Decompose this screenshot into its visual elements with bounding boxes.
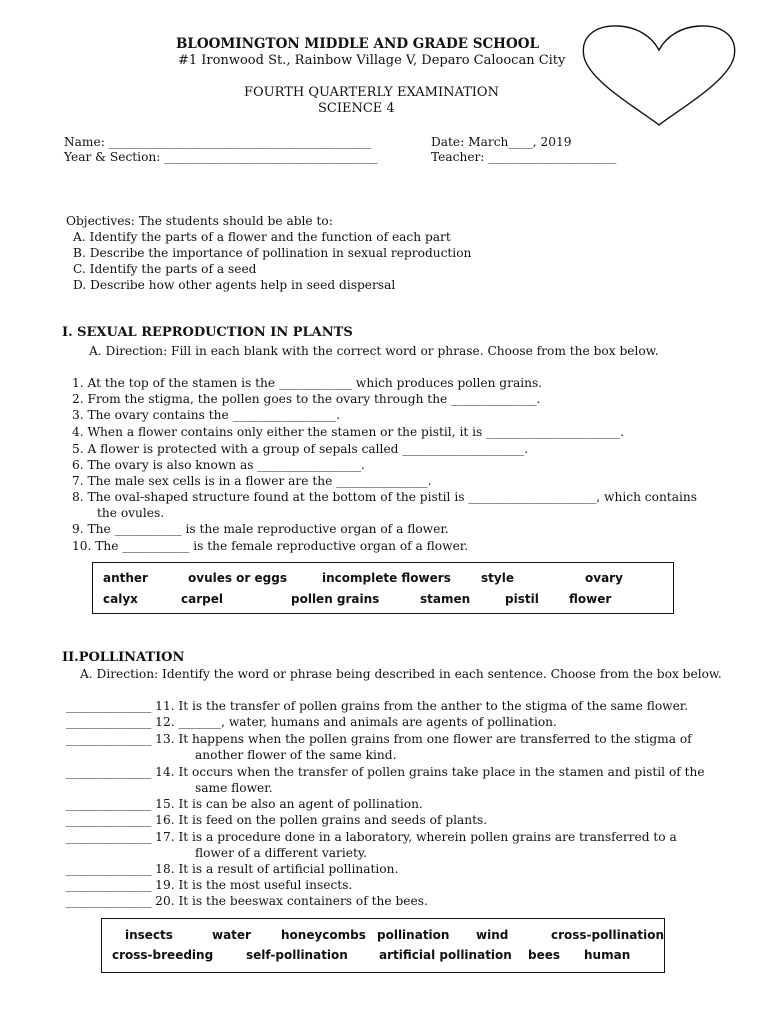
question-item: 3. The ovary contains the _________________. (72, 408, 340, 422)
question-item: 1. At the top of the stamen is the ____________ which produces pollen grains. (72, 376, 543, 390)
word-choice: stamen (420, 592, 471, 606)
exam-title: FOURTH QUARTERLY EXAMINATION (244, 85, 499, 100)
word-choice: style (481, 571, 514, 585)
date-field[interactable]: Date: March____, 2019 (431, 135, 572, 149)
word-choice: cross-breeding (112, 948, 214, 962)
question-item: 6. The ovary is also known as _________________. (72, 458, 365, 472)
school-name: BLOOMINGTON MIDDLE AND GRADE SCHOOL (176, 36, 539, 52)
question-item: 7. The male sex cells is in a flower are the _______________. (72, 474, 432, 488)
school-address: #1 Ironwood St., Rainbow Village V, Deparo Caloocan City (178, 53, 566, 68)
question-item: 4. When a flower contains only either the stamen or the pistil, it is ______________________. (72, 425, 625, 439)
question-item: ______________ 18. It is a result of artificial pollination. (66, 862, 399, 876)
word-choice: calyx (103, 592, 138, 606)
question-item-continuation: flower of a different variety. (195, 846, 368, 860)
word-choice: insects (125, 928, 173, 942)
question-item: 2. From the stigma, the pollen goes to the ovary through the ______________. (72, 392, 541, 406)
word-choice: pollination (377, 928, 450, 942)
question-item: ______________ 15. It is can be also an agent of pollination. (66, 797, 423, 811)
word-choice: incomplete flowers (322, 571, 451, 585)
word-choice: carpel (181, 592, 223, 606)
word-choice: honeycombs (281, 928, 366, 942)
word-box-1 (92, 562, 674, 614)
section-2-title: II.POLLINATION (62, 650, 185, 665)
section-2-direction: A. Direction: Identify the word or phrase being described in each sentence. Choose from the box below. (80, 667, 722, 681)
word-box-2 (101, 918, 665, 973)
question-item: ______________ 19. It is the most useful insects. (66, 878, 353, 892)
word-choice: artificial pollination (379, 948, 512, 962)
question-item: ______________ 14. It occurs when the transfer of pollen grains take place in the stamen and pistil of the (66, 765, 705, 779)
word-choice: bees (528, 948, 561, 962)
question-item-continuation: the ovules. (97, 506, 165, 520)
question-item: 10. The ___________ is the female reproductive organ of a flower. (72, 539, 469, 553)
teacher-field[interactable]: Teacher: _____________________ (431, 150, 617, 164)
word-choice: human (584, 948, 631, 962)
word-choice: self-pollination (246, 948, 348, 962)
question-item-continuation: same flower. (195, 781, 273, 795)
word-choice: anther (103, 571, 148, 585)
word-choice: flower (569, 592, 612, 606)
objective-item: A. Identify the parts of a flower and the function of each part (73, 230, 451, 244)
question-item: ______________ 20. It is the beeswax containers of the bees. (66, 894, 428, 908)
year-section-field[interactable]: Year & Section: ___________________________________ (64, 150, 378, 164)
question-item-continuation: another flower of the same kind. (195, 748, 397, 762)
question-item: ______________ 16. It is feed on the pollen grains and seeds of plants. (66, 813, 488, 827)
question-item: 5. A flower is protected with a group of sepals called ____________________. (72, 442, 529, 456)
word-choice: ovules or eggs (188, 571, 287, 585)
word-choice: pistil (505, 592, 539, 606)
section-1-title: I. SEXUAL REPRODUCTION IN PLANTS (62, 325, 353, 340)
objective-item: D. Describe how other agents help in seed dispersal (73, 278, 396, 292)
question-item: 9. The ___________ is the male reproductive organ of a flower. (72, 522, 449, 536)
word-choice: ovary (585, 571, 623, 585)
question-item: ______________ 11. It is the transfer of pollen grains from the anther to the stigma of the same flower. (66, 699, 689, 713)
name-field[interactable]: Name: ___________________________________________ (64, 135, 371, 149)
word-choice: wind (476, 928, 509, 942)
word-choice: water (212, 928, 251, 942)
section-1-direction: A. Direction: Fill in each blank with the correct word or phrase. Choose from the box below. (89, 344, 659, 358)
objectives-intro: Objectives: The students should be able to: (66, 214, 333, 228)
objective-item: B. Describe the importance of pollination in sexual reproduction (73, 246, 472, 260)
word-choice: cross-pollination (551, 928, 664, 942)
question-item: ______________ 12. _______, water, humans and animals are agents of pollination. (66, 715, 557, 729)
word-choice: pollen grains (291, 592, 380, 606)
question-item: ______________ 13. It happens when the pollen grains from one flower are transferred to the stigma of (66, 732, 692, 746)
question-item: ______________ 17. It is a procedure done in a laboratory, wherein pollen grains are transferred to a (66, 830, 677, 844)
heart-icon (580, 22, 738, 128)
objective-item: C. Identify the parts of a seed (73, 262, 257, 276)
subject-title: SCIENCE 4 (318, 101, 395, 116)
question-item: 8. The oval-shaped structure found at the bottom of the pistil is _____________________, which contains (72, 490, 697, 504)
